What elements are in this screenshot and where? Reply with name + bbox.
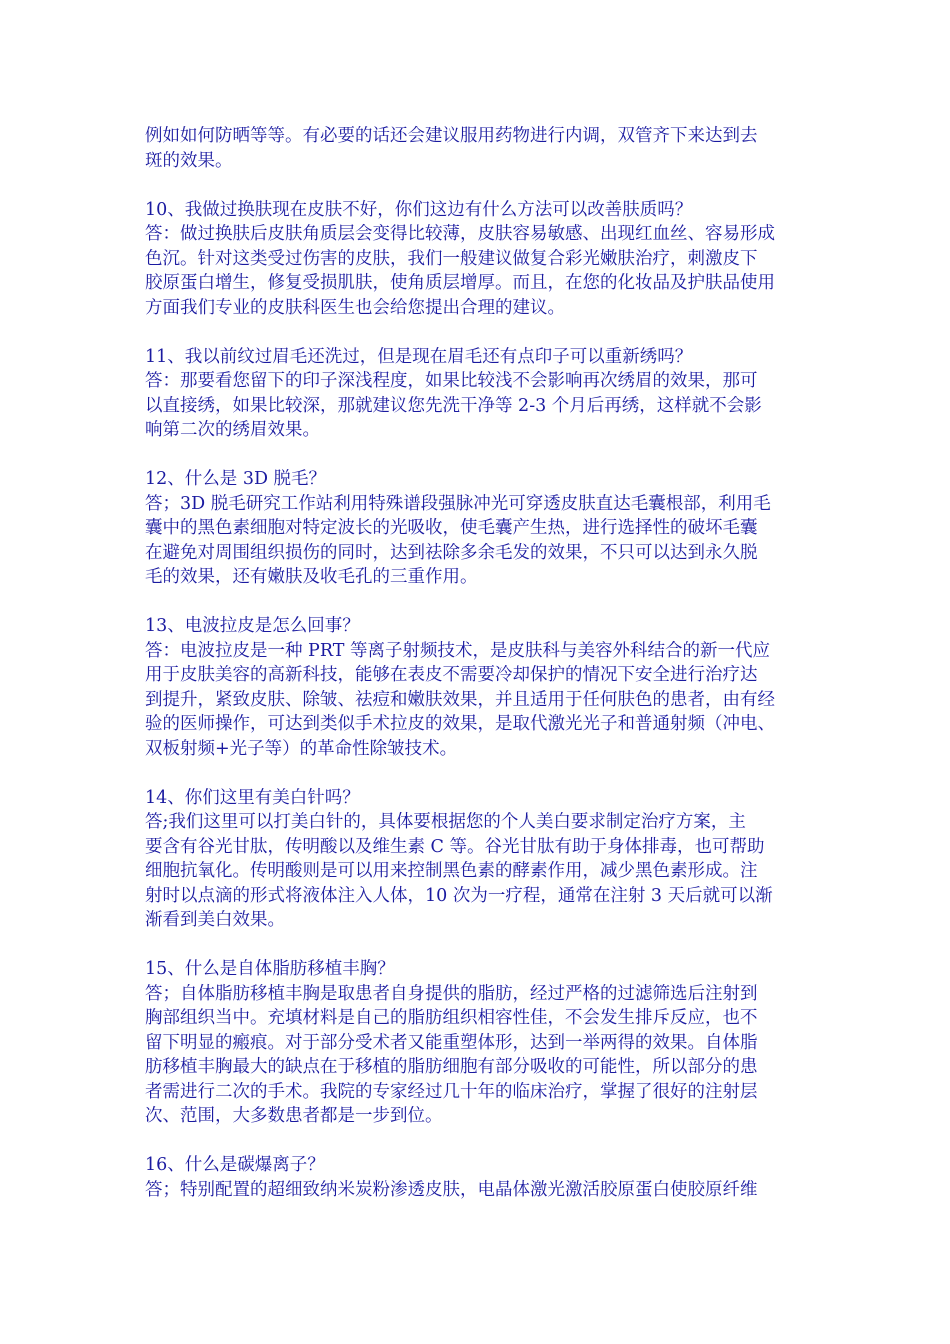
answer-11: 答：那要看您留下的印子深浅程度，如果比较浅不会影响再次绣眉的效果，那可 以直接绣，如果比较深，那就建议您先洗干净等 2-3 个月后再绣，这样就不会影 响第二次的绣眉效果。 — [145, 371, 762, 440]
answer-15: 答；自体脂肪移植丰胸是取患者自身提供的脂肪，经过严格的过滤筛选后注射到 胸部组织当中。充填材料是自己的脂肪组织相容性佳，不会发生排斥反应，也不 留下明显的瘢痕。对于部分受术者又能重塑体形，达到一举两得的效果。自体脂 肪移植丰胸最大的缺点在于移植的脂肪细胞有部分吸收的可能性，所以部分的患 者需进行二次的手术。我院的专家经过几十年的临床治疗，掌握了很好的注射层 次、范围，大多数患者都是一步到位。 — [145, 983, 758, 1126]
qa-item-15 — [145, 957, 810, 1129]
document-page — [145, 124, 810, 1202]
answer-14: 答;我们这里可以打美白针的，具体要根据您的个人美白要求制定治疗方案，主 要含有谷光甘肽，传明酸以及维生素 C 等。谷光甘肽有助于身体排毒，也可帮助 细胞抗氧化。传明酸则是可以用来控制黑色素的酵素作用，减少黑色素形成。注 射时以点滴的形式将液体注入人体，10 次为一疗程，通常在注射 3 天后就可以渐 渐看到美白效果。 — [145, 812, 773, 930]
answer-10: 答：做过换肤后皮肤角质层会变得比较薄，皮肤容易敏感、出现红血丝、容易形成 色沉。针对这类受过伤害的皮肤，我们一般建议做复合彩光嫩肤治疗，刺激皮下 胶原蛋白增生，修复受损肌肤，使角质层增厚。而且，在您的化妆品及护肤品使用 方面我们专业的皮肤科医生也会给您提出合理的建议。 — [145, 224, 775, 318]
qa-item-11 — [145, 345, 810, 443]
answer-12: 答；3D 脱毛研究工作站利用特殊谱段强脉冲光可穿透皮肤直达毛囊根部，利用毛 囊中的黑色素细胞对特定波长的光吸收，使毛囊产生热，进行选择性的破坏毛囊 在避免对周围组织损伤的同时，达到祛除多余毛发的效果，不只可以达到永久脱 毛的效果，还有嫩肤及收毛孔的三重作用。 — [145, 493, 771, 587]
qa-item-16 — [145, 1153, 810, 1202]
answer-16: 答；特别配置的超细致纳米炭粉渗透皮肤，电晶体激光激活胶原蛋白使胶原纤维 — [145, 1179, 758, 1200]
intro-paragraph: 例如如何防晒等等。有必要的话还会建议服用药物进行内调，双管齐下来达到去 斑的效果。 — [145, 126, 758, 171]
question-10: 10、我做过换肤现在皮肤不好，你们这边有什么方法可以改善肤质吗？ — [145, 199, 693, 220]
question-11: 11、我以前纹过眉毛还洗过，但是现在眉毛还有点印子可以重新绣吗？ — [145, 346, 693, 367]
qa-item-14 — [145, 786, 810, 933]
answer-13: 答：电波拉皮是一种 PRT 等离子射频技术，是皮肤科与美容外科结合的新一代应 用于皮肤美容的高新科技，能够在表皮不需要冷却保护的情况下安全进行治疗达 到提升，紧致皮肤、除皱、祛痘和嫩肤效果，并且适用于任何肤色的患者，由有经 验的医师操作，可达到类似手术拉皮的效果，是取代激光光子和普通射频（冲电、 双板射频+光子等）的革命性除皱技术。 — [145, 640, 775, 759]
qa-item-13 — [145, 614, 810, 761]
question-12: 12、什么是 3D 脱毛？ — [145, 469, 327, 489]
qa-item-12 — [145, 467, 810, 590]
question-15: 15、什么是自体脂肪移植丰胸？ — [145, 959, 395, 979]
qa-item-10 — [145, 198, 810, 321]
question-14: 14、你们这里有美白针吗？ — [145, 787, 360, 808]
question-16: 16、什么是碳爆离子？ — [145, 1155, 325, 1175]
question-13: 13、电波拉皮是怎么回事？ — [145, 616, 360, 636]
